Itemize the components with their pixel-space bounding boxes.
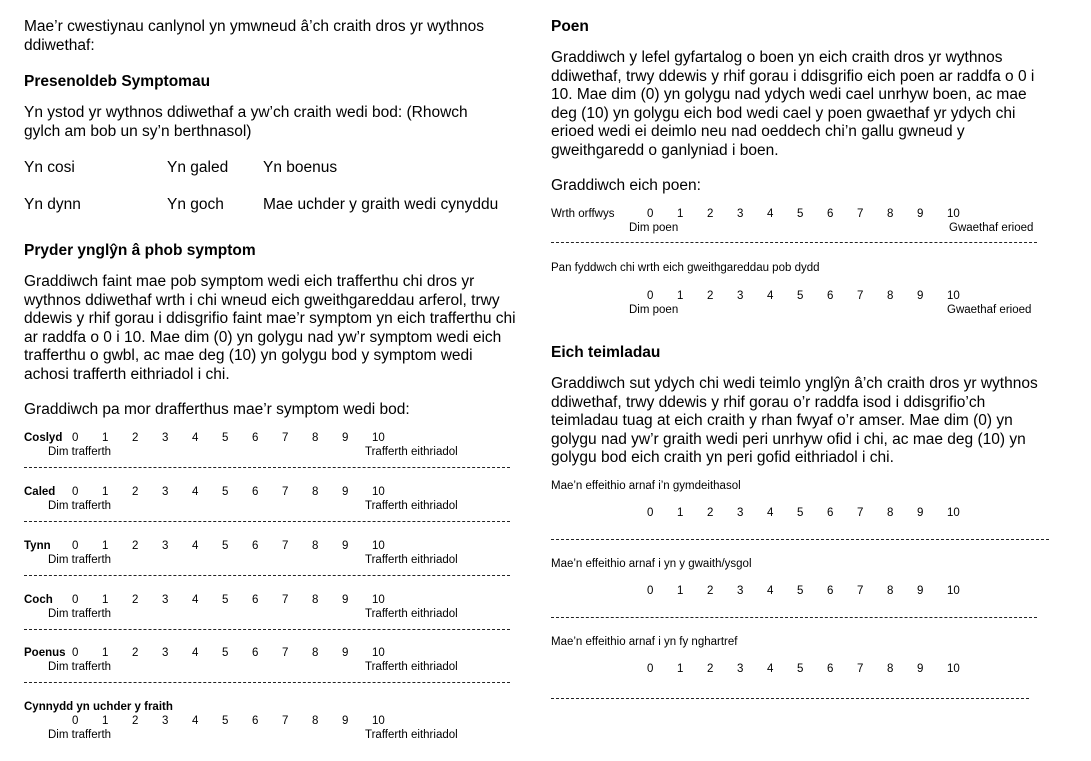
- presence-heading: Presenoldeb Symptomau: [24, 73, 211, 90]
- symptom-3-option-10[interactable]: 10: [372, 594, 385, 606]
- symptom-1-option-5[interactable]: 5: [222, 486, 229, 498]
- pain-rest-option-5[interactable]: 5: [797, 208, 804, 220]
- symptom-3-option-4[interactable]: 4: [192, 594, 199, 606]
- feel-item-0-option-4[interactable]: 4: [767, 507, 774, 519]
- symptom-0-option-3[interactable]: 3: [162, 432, 169, 444]
- feel-item-2-option-8[interactable]: 8: [887, 663, 894, 675]
- pain-rest-option-1[interactable]: 1: [677, 208, 684, 220]
- feel-item-2-option-2[interactable]: 2: [707, 663, 714, 675]
- feel-item-0-option-10[interactable]: 10: [947, 507, 960, 519]
- pain-item-rest: Wrth orffwys: [551, 208, 615, 220]
- feel-item-1-divider: [551, 617, 1037, 618]
- feel-item-1-option-10[interactable]: 10: [947, 585, 960, 597]
- symptom-5-option-5[interactable]: 5: [222, 715, 229, 727]
- option-yn-goch[interactable]: Yn goch: [167, 196, 224, 213]
- feel-item-1-option-2[interactable]: 2: [707, 585, 714, 597]
- feel-item-0-option-7[interactable]: 7: [857, 507, 864, 519]
- symptom-1-divider: [24, 521, 510, 522]
- feel-item-1-option-7[interactable]: 7: [857, 585, 864, 597]
- pain-activity-option-0[interactable]: 0: [647, 290, 654, 302]
- symptom-1-option-7[interactable]: 7: [282, 486, 289, 498]
- symptom-3-option-3[interactable]: 3: [162, 594, 169, 606]
- feel-item-1-option-0[interactable]: 0: [647, 585, 654, 597]
- feelings-heading: Eich teimladau: [551, 344, 661, 361]
- pain-rest-option-9[interactable]: 9: [917, 208, 924, 220]
- symptom-3-option-9[interactable]: 9: [342, 594, 349, 606]
- feel-item-0-option-9[interactable]: 9: [917, 507, 924, 519]
- feel-item-1-option-4[interactable]: 4: [767, 585, 774, 597]
- symptom-0-option-4[interactable]: 4: [192, 432, 199, 444]
- symptom-4-option-5[interactable]: 5: [222, 647, 229, 659]
- pain-rest-high-label: Gwaethaf erioed: [949, 222, 1034, 234]
- symptom-4-divider: [24, 682, 510, 683]
- symptom-1-option-0[interactable]: 0: [72, 486, 79, 498]
- feel-item-0-option-2[interactable]: 2: [707, 507, 714, 519]
- option-uchder[interactable]: Mae uchder y graith wedi cynyddu: [263, 196, 499, 213]
- rate-prompt: Graddiwch pa mor drafferthus mae’r symptom wedi bod:: [24, 401, 410, 418]
- symptom-1-option-3[interactable]: 3: [162, 486, 169, 498]
- symptom-0-option-2[interactable]: 2: [132, 432, 139, 444]
- symptom-5-option-3[interactable]: 3: [162, 715, 169, 727]
- feel-item-2-option-1[interactable]: 1: [677, 663, 684, 675]
- symptom-3-option-6[interactable]: 6: [252, 594, 259, 606]
- symptom-2-option-2[interactable]: 2: [132, 540, 139, 552]
- feel-item-0-option-8[interactable]: 8: [887, 507, 894, 519]
- symptom-0-option-6[interactable]: 6: [252, 432, 259, 444]
- symptom-5-option-1[interactable]: 1: [102, 715, 109, 727]
- symptom-1-label: Caled: [24, 486, 56, 498]
- intro-text: Mae’r cwestiynau canlynol yn ymwneud â’ch craith dros yr wythnos ddiwethaf:: [24, 18, 485, 54]
- pain-rest-low-label: Dim poen: [629, 222, 679, 234]
- feel-item-2-option-3[interactable]: 3: [737, 663, 744, 675]
- feel-item-1-option-6[interactable]: 6: [827, 585, 834, 597]
- symptom-3-option-0[interactable]: 0: [72, 594, 79, 606]
- symptom-1-option-8[interactable]: 8: [312, 486, 319, 498]
- pain-rest-option-4[interactable]: 4: [767, 208, 774, 220]
- symptom-4-label: Poenus: [24, 647, 66, 659]
- pain-activity-option-2[interactable]: 2: [707, 290, 714, 302]
- symptom-4-low-label: Dim trafferth: [48, 661, 112, 673]
- feel-item-2-option-9[interactable]: 9: [917, 663, 924, 675]
- pain-rest-option-6[interactable]: 6: [827, 208, 834, 220]
- symptom-5-option-6[interactable]: 6: [252, 715, 259, 727]
- feel-item-2-option-4[interactable]: 4: [767, 663, 774, 675]
- feel-item-0-option-1[interactable]: 1: [677, 507, 684, 519]
- presence-text: Yn ystod yr wythnos ddiwethaf a yw’ch craith wedi bod: (Rhowch gylch am bob un sy’n berthnasol): [24, 104, 468, 140]
- pain-activity-high-label: Gwaethaf erioed: [947, 304, 1032, 316]
- symptom-1-option-2[interactable]: 2: [132, 486, 139, 498]
- symptom-5-option-8[interactable]: 8: [312, 715, 319, 727]
- pain-text: Graddiwch y lefel gyfartalog o boen yn eich craith dros yr wythnos ddiwethaf, trwy ddewis y rhif gorau i ddisgrifio eich poen ar raddfa o 0 i 10. Mae dim (0) yn golygu nad ydych wedi cael unrhyw boen, ac mae deg (10) yn golygu eich bod wedi cael y poen gwaethaf yr ydych chi erioed wedi ei deimlo neu nad oeddech chi’n gallu gwneud y gweithgaredd o ganlyniad i boen.: [551, 49, 1035, 159]
- symptom-4-option-1[interactable]: 1: [102, 647, 109, 659]
- feel-item-2-option-5[interactable]: 5: [797, 663, 804, 675]
- symptom-4-high-label: Trafferth eithriadol: [365, 661, 458, 673]
- pain-activity-option-9[interactable]: 9: [917, 290, 924, 302]
- symptom-2-option-9[interactable]: 9: [342, 540, 349, 552]
- symptom-5-option-0[interactable]: 0: [72, 715, 79, 727]
- symptom-0-scale: [24, 432, 524, 462]
- pain-activity-option-10[interactable]: 10: [947, 290, 960, 302]
- symptom-5-label: Cynnydd yn uchder y fraith: [24, 701, 173, 713]
- symptom-4-option-3[interactable]: 3: [162, 647, 169, 659]
- symptom-2-divider: [24, 575, 510, 576]
- symptom-3-low-label: Dim trafferth: [48, 608, 112, 620]
- symptom-3-label: Coch: [24, 594, 53, 606]
- pain-activity-option-1[interactable]: 1: [677, 290, 684, 302]
- pain-rest-option-2[interactable]: 2: [707, 208, 714, 220]
- symptom-0-option-10[interactable]: 10: [372, 432, 385, 444]
- symptom-5-option-4[interactable]: 4: [192, 715, 199, 727]
- symptom-3-divider: [24, 629, 510, 630]
- feel-item-1-scale: [551, 585, 1051, 615]
- symptom-5-option-7[interactable]: 7: [282, 715, 289, 727]
- symptom-4-option-0[interactable]: 0: [72, 647, 79, 659]
- pain-activity-option-7[interactable]: 7: [857, 290, 864, 302]
- symptom-4-option-10[interactable]: 10: [372, 647, 385, 659]
- feel-item-0-divider: [551, 539, 1049, 540]
- feel-item-0-option-3[interactable]: 3: [737, 507, 744, 519]
- pain-activity-scale: [551, 290, 1051, 320]
- symptom-5-scale: [24, 715, 524, 745]
- symptom-1-option-6[interactable]: 6: [252, 486, 259, 498]
- symptom-2-option-1[interactable]: 1: [102, 540, 109, 552]
- symptom-0-option-5[interactable]: 5: [222, 432, 229, 444]
- symptom-4-option-6[interactable]: 6: [252, 647, 259, 659]
- option-yn-galed[interactable]: Yn galed: [167, 159, 229, 176]
- symptom-0-option-9[interactable]: 9: [342, 432, 349, 444]
- feel-item-2-divider: [551, 698, 1029, 699]
- pain-rest-option-8[interactable]: 8: [887, 208, 894, 220]
- symptom-1-option-10[interactable]: 10: [372, 486, 385, 498]
- pain-rest-divider: [551, 242, 1037, 243]
- feel-item-1-option-1[interactable]: 1: [677, 585, 684, 597]
- feel-item-0-option-0[interactable]: 0: [647, 507, 654, 519]
- pain-activity-option-3[interactable]: 3: [737, 290, 744, 302]
- symptom-0-option-0[interactable]: 0: [72, 432, 79, 444]
- symptom-4-scale: [24, 647, 524, 677]
- symptom-5-low-label: Dim trafferth: [48, 729, 112, 741]
- feelings-text: Graddiwch sut ydych chi wedi teimlo ynglŷn â’ch craith dros yr wythnos ddiwethaf, trwy ddewis y rhif gorau o’r raddfa isod i ddisgrifio’ch teimladau tuag at eich craith y rhan fwyaf o’r amser. Mae dim (0) yn golygu nad yw’r graith wedi peri unrhyw ofid i chi, ac mae deg (10) yn golygu bod eich craith yn peri gofid eithriadol i chi.: [551, 375, 1038, 466]
- feel-item-1-option-9[interactable]: 9: [917, 585, 924, 597]
- feel-item-2-option-10[interactable]: 10: [947, 663, 960, 675]
- symptom-3-option-7[interactable]: 7: [282, 594, 289, 606]
- symptom-2-option-4[interactable]: 4: [192, 540, 199, 552]
- symptom-0-option-1[interactable]: 1: [102, 432, 109, 444]
- symptom-1-option-1[interactable]: 1: [102, 486, 109, 498]
- pain-activity-option-4[interactable]: 4: [767, 290, 774, 302]
- option-yn-cosi[interactable]: Yn cosi: [24, 159, 75, 176]
- feel-item-0-option-6[interactable]: 6: [827, 507, 834, 519]
- pain-item-activities: Pan fyddwch chi wrth eich gweithgareddau pob dydd: [551, 262, 820, 274]
- feel-item-2-option-7[interactable]: 7: [857, 663, 864, 675]
- symptom-0-low-label: Dim trafferth: [48, 446, 112, 458]
- feel-item-2-option-6[interactable]: 6: [827, 663, 834, 675]
- symptom-0-label: Coslyd: [24, 432, 63, 444]
- symptom-5-option-10[interactable]: 10: [372, 715, 385, 727]
- symptom-1-high-label: Trafferth eithriadol: [365, 500, 458, 512]
- symptom-5-option-9[interactable]: 9: [342, 715, 349, 727]
- feel-item-0-option-5[interactable]: 5: [797, 507, 804, 519]
- symptom-4-option-9[interactable]: 9: [342, 647, 349, 659]
- feel-item-0-scale: [551, 507, 1051, 537]
- symptom-4-option-2[interactable]: 2: [132, 647, 139, 659]
- feel-item-0-label: Mae’n effeithio arnaf i’n gymdeithasol: [551, 480, 741, 492]
- symptom-3-option-1[interactable]: 1: [102, 594, 109, 606]
- symptom-2-option-5[interactable]: 5: [222, 540, 229, 552]
- symptom-2-high-label: Trafferth eithriadol: [365, 554, 458, 566]
- pain-rest-option-10[interactable]: 10: [947, 208, 960, 220]
- pain-activity-option-8[interactable]: 8: [887, 290, 894, 302]
- symptom-2-low-label: Dim trafferth: [48, 554, 112, 566]
- symptom-2-option-7[interactable]: 7: [282, 540, 289, 552]
- pain-rest-option-0[interactable]: 0: [647, 208, 654, 220]
- feel-item-1-option-8[interactable]: 8: [887, 585, 894, 597]
- symptom-3-option-5[interactable]: 5: [222, 594, 229, 606]
- feel-item-1-option-5[interactable]: 5: [797, 585, 804, 597]
- symptom-3-high-label: Trafferth eithriadol: [365, 608, 458, 620]
- symptom-5-option-2[interactable]: 2: [132, 715, 139, 727]
- symptom-3-option-8[interactable]: 8: [312, 594, 319, 606]
- symptom-2-option-6[interactable]: 6: [252, 540, 259, 552]
- symptom-0-divider: [24, 467, 510, 468]
- symptom-0-option-7[interactable]: 7: [282, 432, 289, 444]
- pain-activity-option-5[interactable]: 5: [797, 290, 804, 302]
- pain-activity-low-label: Dim poen: [629, 304, 679, 316]
- symptom-2-option-3[interactable]: 3: [162, 540, 169, 552]
- pain-activity-option-6[interactable]: 6: [827, 290, 834, 302]
- option-yn-dynn[interactable]: Yn dynn: [24, 196, 81, 213]
- pain-prompt: Graddiwch eich poen:: [551, 177, 701, 194]
- feel-item-1-label: Mae’n effeithio arnaf i yn y gwaith/ysgol: [551, 558, 752, 570]
- symptom-2-label: Tynn: [24, 540, 51, 552]
- pain-heading: Poen: [551, 18, 589, 35]
- option-yn-boenus[interactable]: Yn boenus: [263, 159, 338, 176]
- symptom-1-scale: [24, 486, 524, 516]
- pain-rest-scale: [551, 208, 1051, 238]
- symptom-1-low-label: Dim trafferth: [48, 500, 112, 512]
- symptom-2-option-8[interactable]: 8: [312, 540, 319, 552]
- symptom-4-option-8[interactable]: 8: [312, 647, 319, 659]
- symptom-2-scale: [24, 540, 524, 570]
- symptom-1-option-9[interactable]: 9: [342, 486, 349, 498]
- pain-rest-option-7[interactable]: 7: [857, 208, 864, 220]
- symptom-2-option-0[interactable]: 0: [72, 540, 79, 552]
- concern-heading: Pryder ynglŷn â phob symptom: [24, 242, 256, 259]
- symptom-4-option-4[interactable]: 4: [192, 647, 199, 659]
- symptom-4-option-7[interactable]: 7: [282, 647, 289, 659]
- symptom-3-option-2[interactable]: 2: [132, 594, 139, 606]
- symptom-5-high-label: Trafferth eithriadol: [365, 729, 458, 741]
- symptom-2-option-10[interactable]: 10: [372, 540, 385, 552]
- feel-item-2-label: Mae’n effeithio arnaf i yn fy nghartref: [551, 636, 738, 648]
- feel-item-2-option-0[interactable]: 0: [647, 663, 654, 675]
- feel-item-2-scale: [551, 663, 1051, 693]
- symptom-1-option-4[interactable]: 4: [192, 486, 199, 498]
- symptom-0-high-label: Trafferth eithriadol: [365, 446, 458, 458]
- feel-item-1-option-3[interactable]: 3: [737, 585, 744, 597]
- concern-text: Graddiwch faint mae pob symptom wedi eich trafferthu chi dros yr wythnos ddiwethaf wrth i chi wneud eich gweithgareddau arferol, trwy ddewis y rhif gorau i ddisgrifio faint mae’r symptom yn eich trafferthu chi ar raddfa o 0 i 10. Mae dim (0) yn golygu nad yw’r symptom wedi eich trafferthu o gwbl, ac mae deg (10) yn golygu bod y symptom wedi achosi trafferth eithriadol i chi.: [24, 273, 516, 383]
- symptom-3-scale: [24, 594, 524, 624]
- pain-rest-option-3[interactable]: 3: [737, 208, 744, 220]
- symptom-0-option-8[interactable]: 8: [312, 432, 319, 444]
